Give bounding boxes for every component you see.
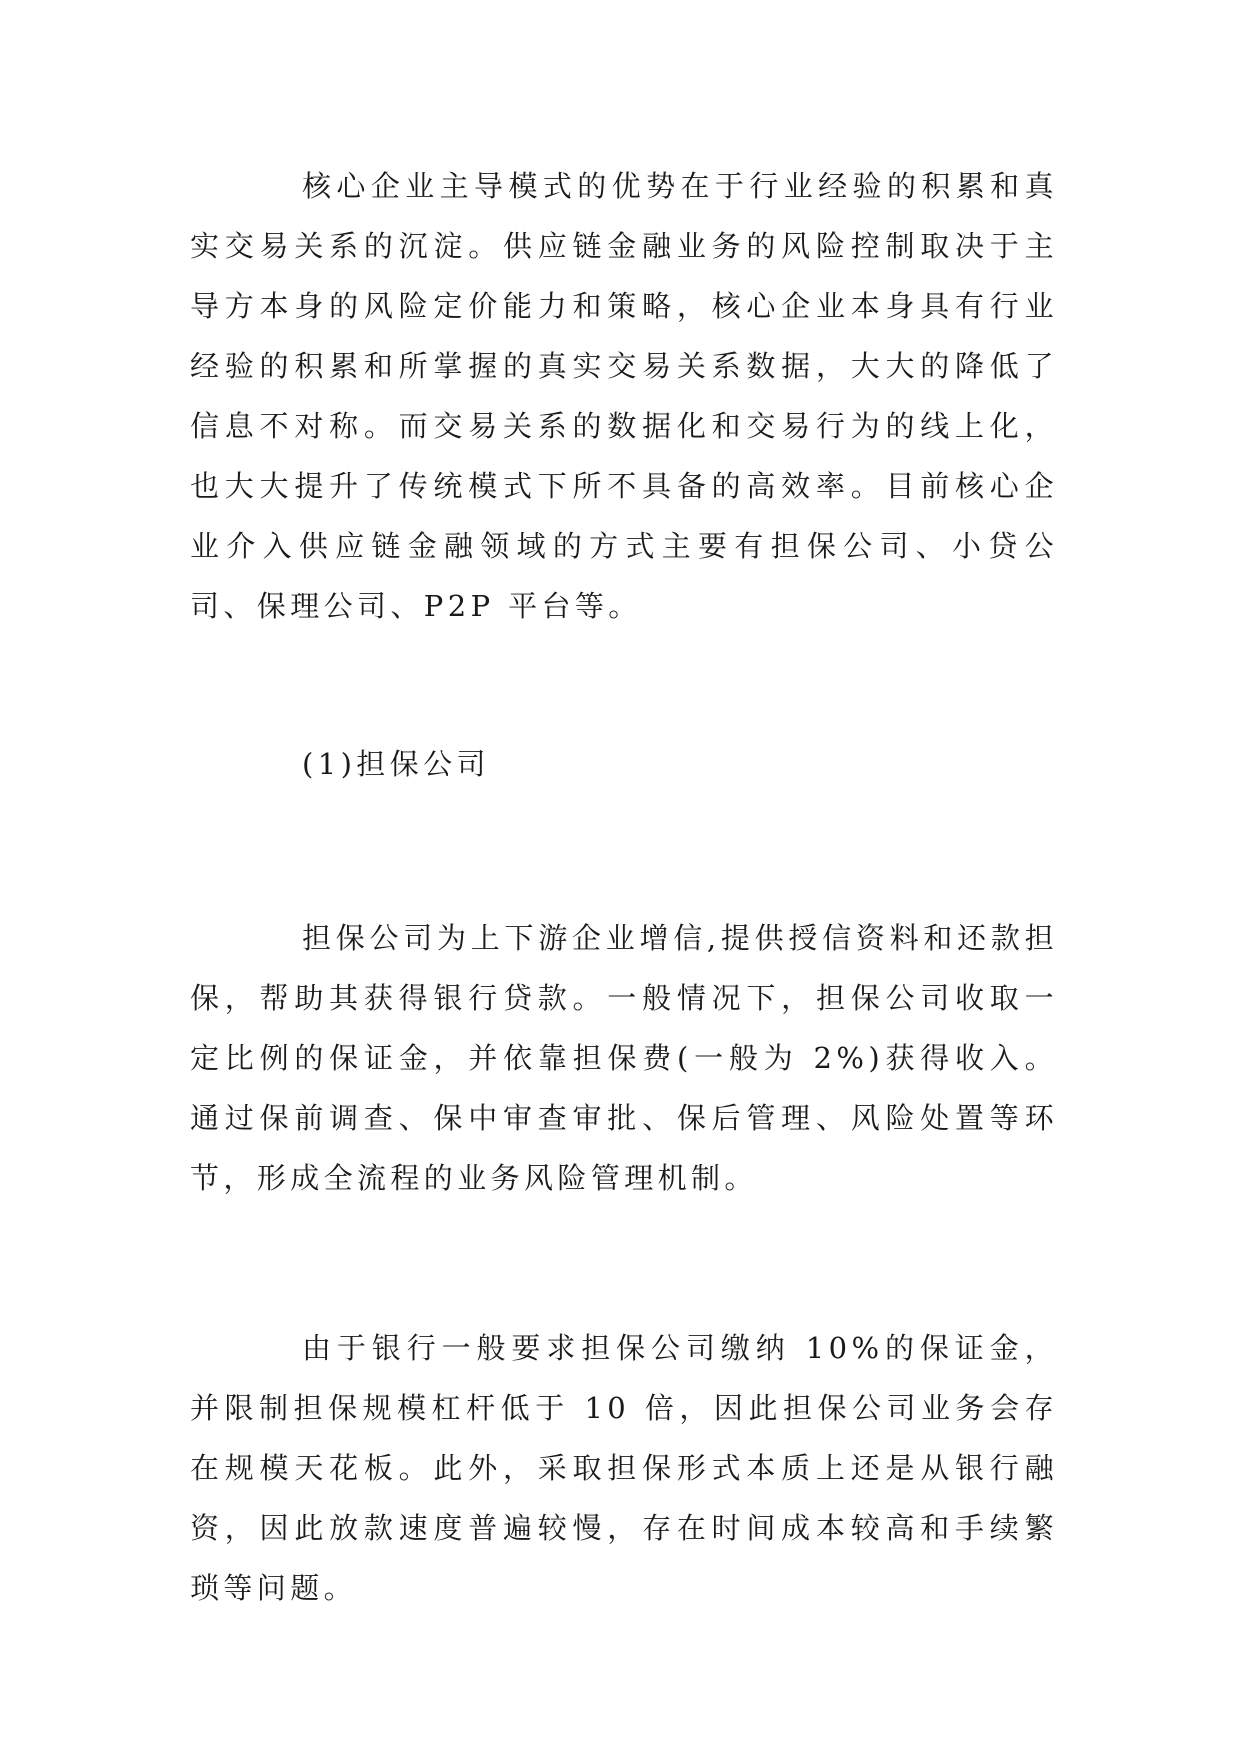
section-heading-guarantee-company: (1)担保公司 (302, 747, 490, 781)
paragraph-guarantee-company: 担保公司为上下游企业增信,提供授信资料和还款担保，帮助其获得银行贷款。一般情况下，担保公司收取一定比例的保证金，并依靠担保费(一般为 2%)获得收入。通过保前调查、保中审查审批、保后管理、风险处置等环节，形成全流程的业务风险管理机制。 (190, 921, 1058, 1195)
paragraph-guarantee-limits: 由于银行一般要求担保公司缴纳 10%的保证金，并限制担保规模杠杆低于 10 倍，因此担保公司业务会存在规模天花板。此外，采取担保形式本质上还是从银行融资，因此放款速度普遍较慢，存在时间成本较高和手续繁琐等问题。 (190, 1331, 1058, 1605)
paragraph-core-enterprise-model: 核心企业主导模式的优势在于行业经验的积累和真实交易关系的沉淀。供应链金融业务的风险控制取决于主导方本身的风险定价能力和策略，核心企业本身具有行业经验的积累和所掌握的真实交易关系数据，大大的降低了信息不对称。而交易关系的数据化和交易行为的线上化，也大大提升了传统模式下所不具备的高效率。目前核心企业介入供应链金融领域的方式主要有担保公司、小贷公司、保理公司、P2P 平台等。 (190, 169, 1058, 623)
